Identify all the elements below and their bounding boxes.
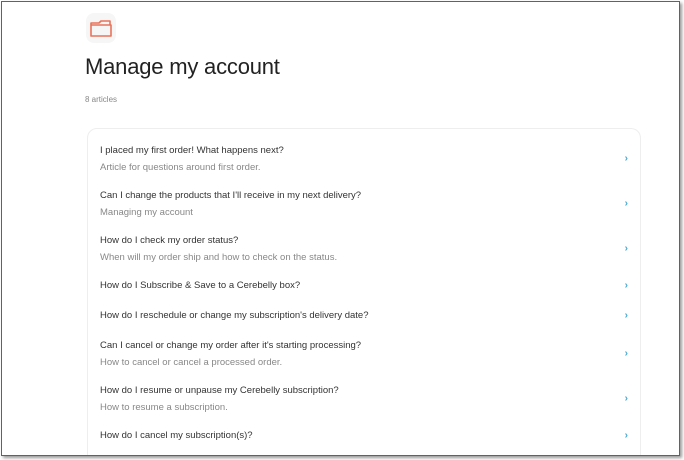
article-item[interactable] — [100, 310, 628, 322]
article-count: 8 articles — [85, 95, 118, 104]
article-title: How do I reschedule or change my subscription's delivery date? — [100, 310, 369, 321]
article-item[interactable] — [100, 235, 628, 264]
article-item[interactable] — [100, 385, 628, 414]
page — [1, 1, 680, 456]
chevron-right-icon: › — [624, 348, 628, 359]
article-subtitle: How to resume a subscription. — [100, 402, 228, 413]
article-item[interactable] — [100, 280, 628, 292]
page-title: Manage my account — [85, 54, 280, 79]
article-title: How do I Subscribe & Save to a Cerebelly box? — [100, 280, 301, 291]
chevron-right-icon: › — [624, 280, 628, 291]
article-title: How do I check my order status? — [100, 235, 239, 246]
article-title: Can I cancel or change my order after it's starting processing? — [100, 340, 362, 351]
article-title: How do I cancel my subscription(s)? — [100, 430, 253, 441]
article-subtitle: When will my order ship and how to check on the status. — [100, 252, 338, 263]
chevron-right-icon: › — [624, 310, 628, 321]
article-title: I placed my first order! What happens next? — [100, 145, 284, 156]
chevron-right-icon: › — [624, 393, 628, 404]
article-item[interactable] — [100, 190, 628, 219]
article-subtitle: Article for questions around first order. — [100, 162, 261, 173]
chevron-right-icon: › — [624, 198, 628, 209]
chevron-right-icon: › — [624, 243, 628, 254]
article-title: How do I resume or unpause my Cerebelly subscription? — [100, 385, 339, 396]
article-item[interactable] — [100, 145, 628, 174]
folder-icon — [86, 13, 116, 43]
chevron-right-icon: › — [624, 153, 628, 164]
article-list — [87, 128, 641, 456]
article-item[interactable] — [100, 340, 628, 369]
article-subtitle: Managing my account — [100, 207, 193, 218]
collection-icon-box — [86, 13, 116, 43]
article-subtitle: How to cancel or cancel a processed order. — [100, 357, 283, 368]
article-item[interactable] — [100, 430, 628, 442]
chevron-right-icon: › — [624, 430, 628, 441]
article-title: Can I change the products that I'll receive in my next delivery? — [100, 190, 362, 201]
